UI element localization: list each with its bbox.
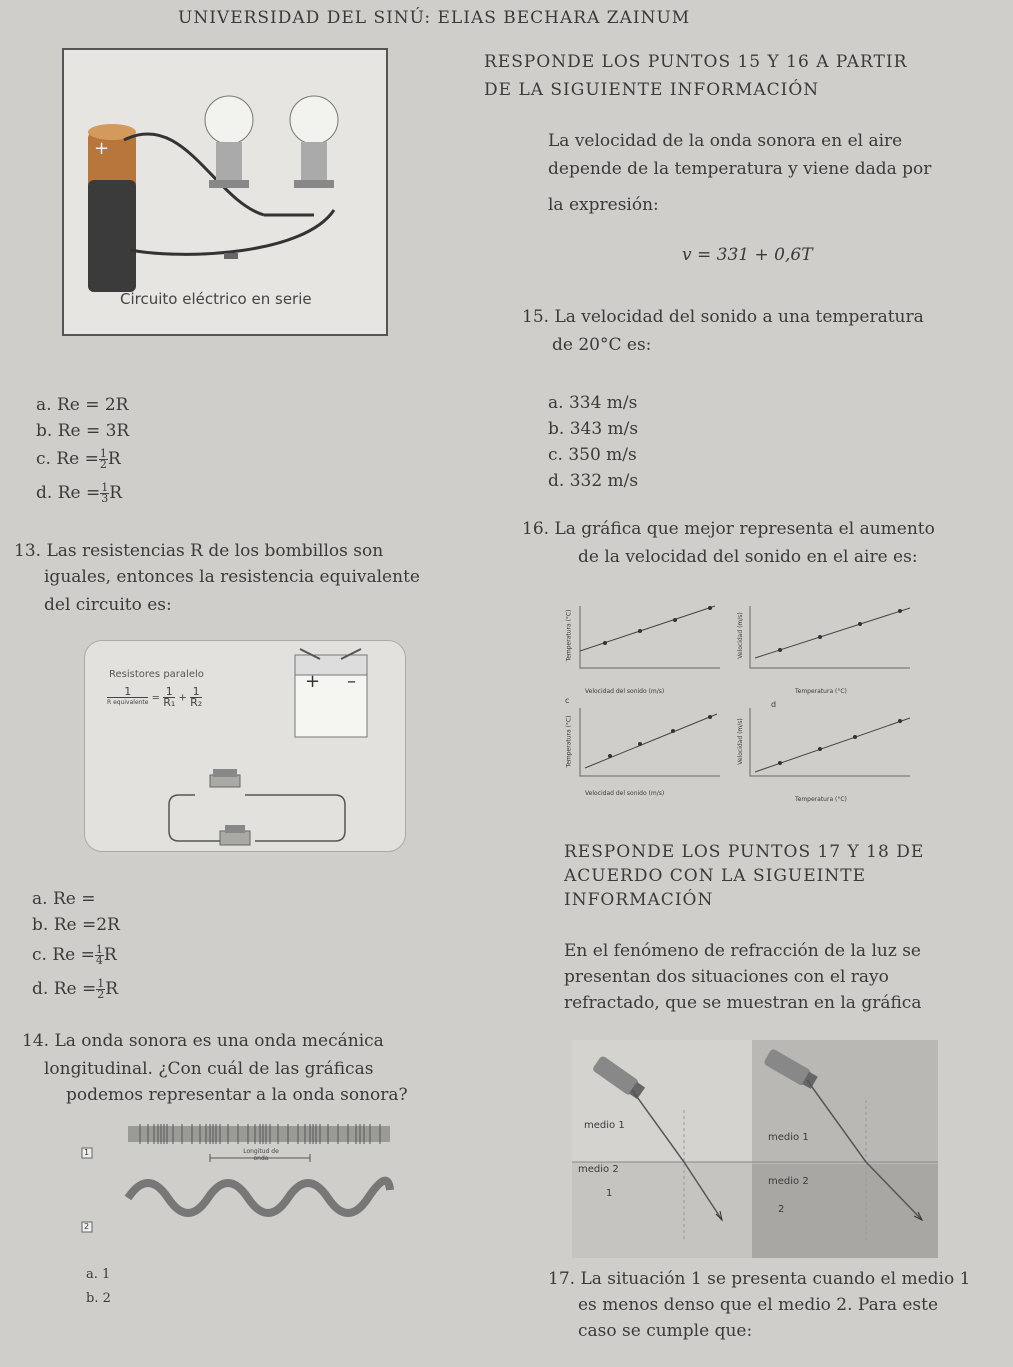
info-17-18-title-line1: RESPONDE LOS PUNTOS 17 Y 18 DE — [564, 842, 925, 862]
q16-line1: 16. La gráfica que mejor representa el aumento — [522, 519, 935, 539]
q12-option-c-prefix: c. Re = — [36, 449, 99, 469]
info-15-16-text-line3: la expresión: — [548, 195, 659, 215]
graph-a-ylabel: Temperatura (°C) — [565, 609, 573, 662]
situation2-medio1: medio 1 — [768, 1132, 809, 1143]
situation1-medio1: medio 1 — [584, 1120, 625, 1131]
info-17-18-text-line3: refractado, que se muestran en la gráfica — [564, 993, 922, 1013]
q17-line2: es menos denso que el medio 2. Para este — [578, 1295, 939, 1315]
q17-line3: caso se cumple que: — [578, 1321, 753, 1341]
q15-option-a[interactable]: a. 334 m/s — [548, 393, 638, 413]
q14-option-b[interactable]: b. 2 — [86, 1291, 111, 1306]
q16-graphs — [565, 596, 930, 810]
situation1-label: 1 — [606, 1188, 613, 1199]
series-circuit-figure — [62, 48, 388, 336]
q14-line1: 14. La onda sonora es una onda mecánica — [22, 1031, 384, 1051]
q17-line1: 17. La situación 1 se presenta cuando el medio 1 — [548, 1269, 971, 1289]
q14-tag-2: 2 — [84, 1222, 90, 1231]
info-15-16-text-line1: La velocidad de la onda sonora en el aire — [548, 131, 903, 151]
q14-option-a[interactable]: a. 1 — [86, 1267, 111, 1282]
q16-graphs-svg — [565, 596, 930, 810]
graph-b-xlabel: Temperatura (°C) — [795, 688, 847, 695]
parallel-circuit-illustration — [85, 641, 405, 851]
info-15-16-title-line2: DE LA SIGUIENTE INFORMACIÓN — [484, 80, 820, 100]
fraction-one-quarter: $\frac{1}{4}$ — [95, 943, 103, 967]
info-17-18-title-line2: ACUERDO CON LA SIGUEINTE — [564, 866, 867, 886]
parallel-circuit-figure — [84, 640, 406, 852]
q14-wave-illustration — [70, 1118, 400, 1248]
graph-c-ylabel: Temperatura (°C) — [565, 715, 573, 768]
graph-d-ylabel: Velocidad (m/s) — [736, 718, 744, 765]
refraction-illustration — [572, 1040, 938, 1258]
situation2-label: 2 — [778, 1204, 785, 1215]
q13-option-d[interactable]: d. Re = $\frac{1}{2}$ R — [32, 977, 119, 1001]
q12-option-c[interactable] — [36, 448, 121, 470]
q14-tag-1: 1 — [84, 1148, 90, 1157]
battery-plus: + — [305, 671, 321, 692]
graph-a-xlabel: Velocidad del sonido (m/s) — [585, 688, 665, 695]
q13-option-b[interactable]: b. Re =2R — [32, 915, 120, 935]
info-17-18-text-line1: En el fenómeno de refracción de la luz se — [564, 941, 921, 961]
wavelength-label: Longitud de onda — [243, 1148, 279, 1162]
q13-option-a[interactable]: a. Re = — [32, 889, 96, 909]
info-17-18-title-line3: INFORMACIÓN — [564, 890, 714, 910]
fraction-one-half-q13: $\frac{1}{2}$ — [97, 977, 105, 1001]
q15-option-c[interactable]: c. 350 m/s — [548, 445, 637, 465]
sound-speed-formula: v = 331 + 0,6T — [682, 245, 813, 265]
q14-wave-figures — [70, 1118, 400, 1248]
fraction-one-half: $\frac{1}{2}$ — [99, 447, 107, 471]
battery-minus: – — [347, 671, 356, 692]
q12-option-d[interactable] — [36, 482, 122, 504]
graph-d-xlabel: Temperatura (°C) — [795, 796, 847, 803]
graph-c-xlabel: Velocidad del sonido (m/s) — [585, 790, 665, 797]
battery-plus-sign: + — [94, 138, 110, 159]
q12-option-d-prefix: d. Re = — [36, 483, 101, 503]
q12-option-d-suffix: R — [109, 483, 123, 503]
info-15-16-title-line1: RESPONDE LOS PUNTOS 15 Y 16 A PARTIR — [484, 52, 908, 72]
parallel-diagram-title: Resistores paralelo — [109, 669, 204, 680]
series-circuit-caption: Circuito eléctrico en serie — [120, 290, 312, 308]
q15-line2: de 20°C es: — [552, 335, 652, 355]
info-15-16-text-line2: depende de la temperatura y viene dada por — [548, 159, 932, 179]
graph-b-ylabel: Velocidad (m/s) — [736, 612, 744, 659]
q13-option-c[interactable]: c. Re = $\frac{1}{4}$ R — [32, 943, 117, 967]
parallel-equation: $\frac{1}{\text{R equivalente}}$ = $\frac{1}{\text{R₁}}$ + $\frac{1}{\text{R₂}}$ — [107, 685, 203, 709]
graph-d-tag: d — [771, 700, 777, 709]
info-17-18-text-line2: presentan dos situaciones con el rayo — [564, 967, 889, 987]
q15-option-d[interactable]: d. 332 m/s — [548, 471, 639, 491]
q12-option-a[interactable]: a. Re = 2R — [36, 395, 129, 415]
q13-line3: del circuito es: — [44, 595, 172, 615]
fraction-one-third: $\frac{1}{3}$ — [101, 481, 109, 505]
graph-c-tag: c — [565, 696, 570, 705]
q14-line2: longitudinal. ¿Con cuál de las gráficas — [44, 1059, 374, 1079]
q15-line1: 15. La velocidad del sonido a una temperatura — [522, 307, 924, 327]
q12-option-b[interactable]: b. Re = 3R — [36, 421, 130, 441]
situation2-medio2: medio 2 — [768, 1176, 809, 1187]
q14-line3: podemos representar a la onda sonora? — [66, 1085, 408, 1105]
q12-option-c-suffix: R — [107, 449, 121, 469]
q13-line1: 13. Las resistencias R de los bombillos son — [14, 541, 384, 561]
situation1-medio2: medio 2 — [578, 1164, 619, 1175]
page-header: UNIVERSIDAD DEL SINÚ: ELIAS BECHARA ZAINUM — [178, 8, 691, 28]
q16-line2: de la velocidad del sonido en el aire es: — [578, 547, 918, 567]
q13-line2: iguales, entonces la resistencia equivalente — [44, 567, 420, 587]
q15-option-b[interactable]: b. 343 m/s — [548, 419, 639, 439]
refraction-figure — [572, 1040, 938, 1258]
